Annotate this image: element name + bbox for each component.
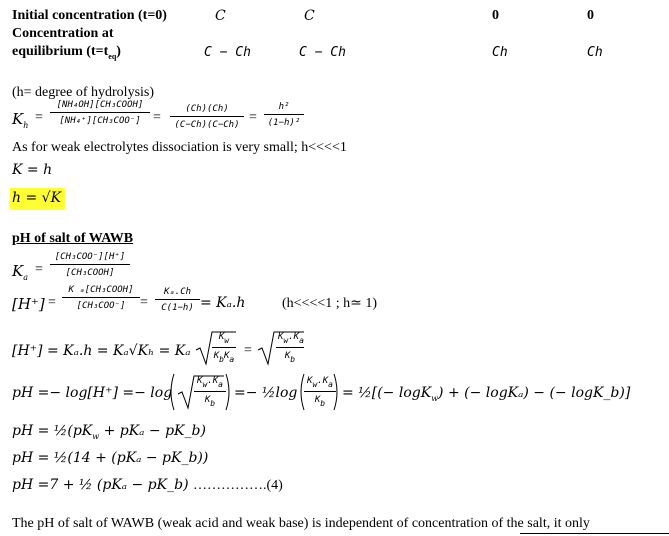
kh-eq3: = — [249, 110, 257, 125]
kh-f1-den: [NH₄⁺][CH₃COO⁻] — [59, 116, 141, 126]
footer-text: The pH of salt of WAWB (weak acid and weak base) is independent of concentration of the salt, it only — [12, 516, 590, 531]
half-log: =− ½log — [234, 385, 298, 401]
h-plus-symbol: [H⁺] — [12, 295, 45, 313]
weak-electrolyte-note: As for weak electrolytes dissociation is very small; h<<<<1 — [12, 140, 347, 155]
kh-f1-num: [NH₄OH][CH₃COOH] — [50, 100, 150, 113]
kh-eq1: = — [35, 110, 43, 125]
kh-symbol — [12, 110, 28, 130]
sqrt-frac-2: $\frac{Kw.Ka}{Kb}$ — [278, 332, 304, 364]
row1-c4: 0 — [587, 8, 594, 23]
row2-label-sub: eq — [108, 52, 117, 61]
ph-eq-1: pH = $\frac{1}{2}(pK_w + pK_a$ − pK_b) — [12, 423, 206, 441]
row2-c4: Ch — [587, 45, 603, 60]
kh-f3-den: (1−h)² — [267, 118, 301, 128]
hp-f2-num: Kₐ.Ch — [155, 287, 200, 300]
ka-k: K — [12, 262, 24, 280]
ph-log-line: pH =− log[H⁺] =− log — [12, 385, 173, 401]
log-frac-2: $\frac{Kw.Ka}{Kb}$ — [304, 376, 336, 408]
row2-label-a: Concentration at — [12, 26, 114, 41]
kh-eq2: = — [153, 110, 161, 125]
row2-label-text: equilibrium (t=t — [12, 44, 109, 59]
ka-num: [CH₃COO⁻][H⁺] — [50, 252, 130, 265]
row2-label-close: ) — [116, 44, 121, 59]
approximation-note: (h<<<<1 ; h≃ 1) — [282, 296, 378, 311]
ph-eq-3 — [12, 477, 283, 494]
row2-c1: C − Ch — [204, 45, 251, 60]
hp-fraction-1 — [62, 285, 140, 311]
ph1-b: + pKₐ − pK_b) — [99, 423, 206, 439]
hp-f1-num: K ₐ[CH₃COOH] — [62, 285, 140, 298]
hydrolysis-definition: (h= degree of hydrolysis) — [12, 85, 155, 100]
ka-sub: a — [23, 273, 28, 282]
half-bracket-b: ) + (− logKₐ) − (− logK_b)] — [438, 385, 631, 401]
ka-den: [CH₃COOH] — [65, 268, 115, 278]
ph-eq-2: pH = ½(14 + (pKₐ − pK_b)) — [12, 450, 209, 466]
ph3-a: pH =7 + ½ (pKₐ − pK_b) — [12, 477, 193, 493]
row2-c3: Ch — [492, 45, 508, 60]
kh-fraction-2 — [170, 104, 244, 130]
half-bracket: = ½[(− logK$_w$) + (− logKₐ) − (− logK_b)] — [342, 385, 631, 403]
row2-c2: C − Ch — [299, 45, 346, 60]
h-sqrt-kh-highlight: h = √K — [10, 188, 65, 210]
hp-eq3: = — [244, 343, 252, 358]
section-heading-ph-wawb: pH of salt of WAWB — [12, 231, 134, 246]
log-frac-1: $\frac{Kw.Ka}{Kb}$ — [194, 376, 226, 408]
ph3-dots: …………….(4) — [192, 478, 283, 493]
kh-f2-den: (C−Ch)(C−Ch) — [174, 120, 240, 130]
row1-c1: C — [215, 8, 226, 24]
kh-f3-num: h² — [264, 102, 304, 115]
kh-fraction-3 — [264, 102, 304, 128]
hp-eq1: = — [48, 295, 56, 310]
row1-c2: C — [304, 8, 315, 24]
kh-equals-h2: K = h — [12, 162, 53, 178]
ka-fraction — [50, 252, 130, 278]
kh-sub: h — [23, 121, 29, 130]
half-bracket-a: = ½[(− logK — [342, 385, 432, 401]
hp-f2-den: C(1−h) — [161, 303, 194, 313]
hp-eq2: = — [140, 295, 148, 310]
row1-c3: 0 — [492, 8, 499, 23]
ka-symbol — [12, 262, 28, 282]
ka-eq: = — [35, 262, 43, 277]
hp-ka-h: = Kₐ.h — [200, 295, 246, 311]
hplus-chain: [H⁺] = Kₐ.h = Kₐ√Kₕ = Kₐ — [12, 343, 191, 359]
sqrt-frac-1: Kw KbKa — [213, 332, 235, 364]
ph1-a: pH = ½(pK — [12, 423, 93, 439]
kh-k: K — [12, 110, 24, 128]
row1-label: Initial concentration (t=0) — [12, 8, 167, 23]
kh-f2-num: (Ch)(Ch) — [170, 104, 244, 117]
underline-rule — [520, 533, 669, 534]
kh-fraction-1 — [50, 100, 150, 126]
row2-label-b — [12, 44, 121, 61]
hp-fraction-2 — [155, 287, 200, 313]
hp-f1-den: [CH₃COO⁻] — [76, 301, 126, 311]
